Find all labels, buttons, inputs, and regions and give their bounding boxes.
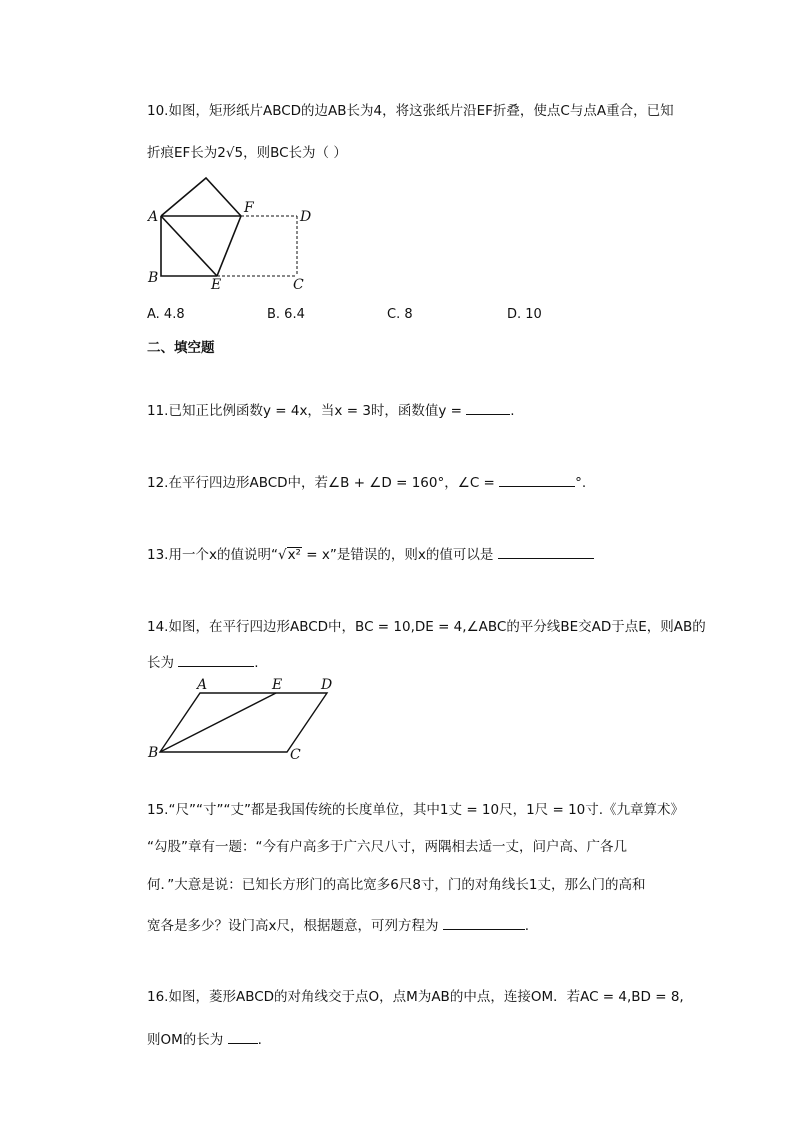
q10-label-f: F bbox=[244, 200, 254, 216]
q10-option-a: A. 4.8 bbox=[147, 307, 185, 322]
q14-answer-blank[interactable] bbox=[178, 652, 254, 667]
q14-label-b: B bbox=[148, 745, 159, 761]
q16-answer-blank[interactable] bbox=[228, 1029, 258, 1044]
q16-line2-text: 则OM的长为 bbox=[147, 1032, 224, 1048]
q13 bbox=[147, 544, 594, 565]
sqrt-sign: √ bbox=[277, 547, 287, 563]
q14-end: . bbox=[254, 655, 259, 671]
q14-label-e: E bbox=[272, 677, 283, 693]
section-title: 二、填空题 bbox=[147, 340, 215, 356]
q15-answer-blank[interactable] bbox=[443, 915, 525, 930]
q14-label-c: C bbox=[290, 747, 301, 763]
q14-label-a: A bbox=[197, 677, 208, 693]
q15-line2: “勾股”章有一题：“今有户高多于广六尺八寸，两隅相去适一丈，问户高、广各几 bbox=[147, 839, 627, 855]
q14-line2-text: 长为 bbox=[147, 655, 174, 671]
q12 bbox=[147, 472, 586, 493]
q15-end: . bbox=[524, 918, 530, 934]
q13-pre: 13.用一个x的值说明“ bbox=[147, 547, 278, 563]
q10-label-a: A bbox=[148, 209, 159, 225]
q14-figure bbox=[140, 675, 350, 765]
q13-answer-blank[interactable] bbox=[498, 544, 594, 559]
q11-end: . bbox=[510, 403, 515, 419]
q16-line1: 16.如图，菱形ABCD的对角线交于点O，点M为AB的中点，连接OM．若AC = 4,BD = 8, bbox=[147, 989, 684, 1005]
q15-line4 bbox=[147, 915, 529, 936]
q12-end: °. bbox=[575, 475, 587, 491]
q10-label-c: C bbox=[293, 277, 304, 293]
q16-line2 bbox=[147, 1029, 262, 1050]
q11-text: 11.已知正比例函数y = 4x，当x = 3时，函数值y = bbox=[147, 403, 462, 419]
q10-option-d: D. 10 bbox=[507, 307, 542, 322]
q11 bbox=[147, 400, 515, 421]
q12-text: 12.在平行四边形ABCD中，若∠B + ∠D = 160°，∠C = bbox=[147, 475, 495, 491]
q15-line4-text: 宽各是多少？设门高x尺，根据题意，可列方程为 bbox=[147, 918, 439, 934]
q10-line2: 折痕EF长为2√5，则BC长为（ ） bbox=[147, 145, 347, 161]
q10-label-b: B bbox=[148, 270, 159, 286]
q14-line2 bbox=[147, 652, 259, 673]
q10-figure bbox=[140, 170, 340, 295]
q16-end: . bbox=[257, 1032, 262, 1048]
q10-line1: 10.如图，矩形纸片ABCD的边AB长为4，将这张纸片沿EF折叠，使点C与点A重合，已知 bbox=[147, 103, 674, 119]
q15-line3: 何．”大意是说：已知长方形门的高比宽多6尺8寸，门的对角线长1丈，那么门的高和 bbox=[147, 877, 646, 893]
q13-radicand: x² bbox=[287, 547, 301, 563]
q13-post: = x”是错误的，则x的值可以是 bbox=[301, 547, 494, 563]
q10-label-e: E bbox=[211, 277, 222, 293]
q10-label-d: D bbox=[300, 209, 312, 225]
q10-option-c: C. 8 bbox=[387, 307, 413, 322]
q12-answer-blank[interactable] bbox=[499, 472, 575, 487]
q11-answer-blank[interactable] bbox=[466, 400, 510, 415]
q14-line1: 14.如图，在平行四边形ABCD中，BC = 10,DE = 4,∠ABC的平分线BE交AD于点E，则AB的 bbox=[147, 619, 706, 635]
q15-line1: 15.“尺”“寸”“丈”都是我国传统的长度单位，其中1丈 = 10尺，1尺 = 10寸.《九章算术》 bbox=[147, 802, 685, 818]
q10-option-b: B. 6.4 bbox=[267, 307, 305, 322]
q14-label-d: D bbox=[321, 677, 333, 693]
